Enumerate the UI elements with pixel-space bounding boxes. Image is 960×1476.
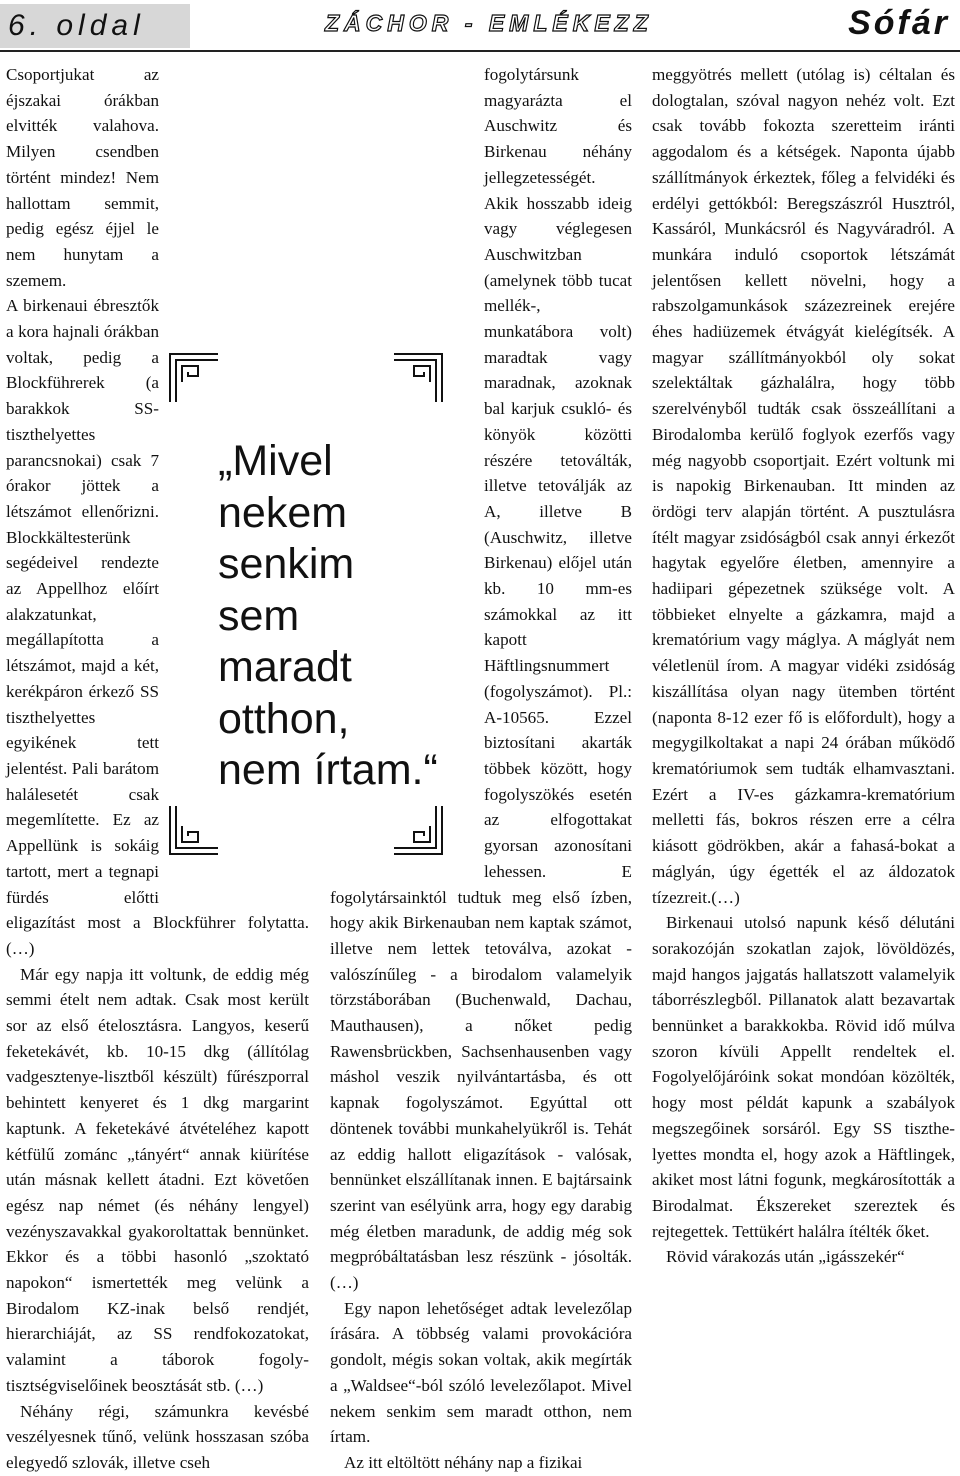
article-column-3 <box>652 62 955 1270</box>
corner-ornament-bottom-left <box>168 804 220 856</box>
article-paragraph: Egy napon lehetőséget adtak levelezőlap írására. A többség valami provokációra gondolt, mégis sokan voltak, akik megírták a „Waldsee“-ból szóló levelezőlapot. Mivel nekem senkim sem maradt otthon, nem írtam. <box>330 1298 632 1447</box>
article-paragraph: fogolytársunk magyarázta el Auschwitz és Birkenau néhány jellegzetességét. Akik hosszabb ideig vagy véglegesen Auschwitzban (amelynek több tucat mellék-, munkatábora volt) maradtak vagy maradnak, azoknak bal karjuk csukló- és könyök közötti részére tetoválták, illetve tetoválják az A, illetve B (Auschwitz, illetve Birkenau) előjel után kb. 10 mm-es számokkal az itt kapott Häftlingsnummert (fogolyszámot). Pl.: A-10565. Ezzel biztosítani akarták többek között, hogy fogolyszökés esetén az elfogottakat gyorsan azonosítani lehessen. E fogolytársainktól tudtuk meg első ízben, hogy akik Birkenauban nem kaptak számot, illetve nem lettek tetoválva, azokat - valószínűleg - a birodalom valamelyik törzstáborában (Buchenwald, Dachau, Mauthausen), a nőket pedig Rawensbrückben, Sachsenhausenben vagy máshol veszik nyilvántartásba, és ott kapnak fogolyszámot. Egyúttal ott döntenek további munkahelyükről is. Tehát az eddig hallott eligazítások - valósak, bennünket elszállítanak innen. E bajtársaink szerint van esélyünk arra, hogy egy darabig még életben maradunk, de addig még sok megpróbáltatásban lesz részünk - jósolták. (…) <box>330 65 632 1293</box>
corner-ornament-top-left <box>168 352 220 404</box>
article-paragraph: A birkenaui ébresztők a kora hajnali órákban voltak, pedig a Blockführerek (a barakkok SS-tiszthelyettes parancsnokai) csak 7 órakor jöttek a létszámot ellenőrizni. Blockkältesterünk segédeivel rendezte az Appellhoz előírt alakzatunkat, megállapította a létszámot, majd a két, kerékpáron érkező SS tiszthelyettes egyikének tett jelentést. Pali barátom halálesetét csak megemlítette. Ez az Appellünk is sokáig tartott, mert a tegnapi fürdés előtti eligazítást most a Blockführer folytatta. (…) <box>6 296 309 958</box>
corner-ornament-top-right <box>392 352 444 404</box>
article-paragraph: Már egy napja itt voltunk, de eddig még semmi ételt nem adtak. Csak most került sor az első ételosztásra. Langyos, keserű feketekávét, kb. 10-15 dkg (állítólag vadgesztenye-lisztből készült) fűrészporral behintett kenyeret és 1 dkg margarint kaptunk. A feketekávé átvételéhez kapott kétfülű zománc „tányért“ annak kiürítése után másnak kellett átadni. Ezt követően egész nap német (és néhány lengyel) vezényszavakkal gyakoroltattak bennünket. Ekkor és a többi hasonló „szoktató napokon“ ismertették meg velünk a Birodalom KZ-inak belső rendjét, hierarchiáját, az SS rendfokozatokat, valamint a táborok fogoly-tisztségviselőinek beosztását stb. (…) <box>6 964 309 1395</box>
masthead: Sófár <box>848 4 950 42</box>
corner-ornament-bottom-right <box>392 804 444 856</box>
article-paragraph: Néhány régi, számunkra kevésbé veszélyesnek tűnő, velünk hosszasan szóba elegyedő szlovák, illetve cseh <box>6 1401 309 1472</box>
article-paragraph: meggyötrés mellett (utólag is) céltalan és dologtalan, szóval nagyon nehéz volt. Ezt csak tovább fokozta szeretteim iránti aggodalom és a kétségek. Naponta újabb szállítmányok érkeztek, főleg a felvidéki és erdélyi gettókból: Beregszászról Husztról, Kassáról, Munkácsról és Nagyváradról. A munkára induló csoportok létszámát jelentősen kellett növelni, hogy a rabszolgamunkások százezreinek erejére éhes hadiüzemek étvágyát kielégítsék. A magyar szállítmányokból oly sokat szelektáltak gázhalálra, hogy több szerelvényből tudták csak összeállítani a Birodalomba kerülő foglyok ezerfős vagy még nagyobb csoportjait. Ezért voltunk mi is napokig Birkenauban. Itt minden az ördögi terv alapján történt. A pusztulásra ítélt magyar zsidóságból csak annyi érkezőt hagytak egyelőre életben, amennyire a hadiipari gépezetnek szüksége volt. A többieket elnyelte a gázkamra, majd a krematórium vagy máglya. A máglyát nem véletlenül írom. A magyar vidéki zsidóság kiszállítása olyan nagy ütemben történt (naponta 8-12 ezer fő is előfordult), hogy a megygilkoltakat a napi 24 órában működő krematóriumok sem tudták elhamvasztani. Ezért a IV-es gázkamra-krematórium melletti fás, bokros részen erre a célra kiásott gödrökben, akár a fahasá-bokat a máglyán, úgy égették el az áldozatok tízezreit.(…) <box>652 65 955 907</box>
pull-quote: „Mivel nekem senkim sem maradt otthon, nem írtam.“ <box>218 437 438 794</box>
article-paragraph: Az itt eltöltött néhány nap a fizikai <box>344 1452 583 1472</box>
article-paragraph: Csoportjukat az éjszakai órákban elvitték valahova. Milyen csendben történt mindez! Nem hallottam semmit, pedig egész éjjel le nem hunytam a szemem. <box>6 65 159 290</box>
page-number: 6. oldal <box>0 4 190 48</box>
article-paragraph: Birkenaui utolsó napunk késő délutáni sorakozóján szokatlan zajok, lövöldözés, majd hangos jajgatás hallatszott valamelyik táborrészlegből. Pillanatok alatt bezavartak bennünket a barakkokba. Rövid idő múlva szoron kívüli Appellt rendeltek el. Fogolyelőjáróink sokat mondóan közölték, hogy most példát kapunk a szabályok megszegőinek sorsáról. Egy SS tiszthe-lyettes mondta el, hogy azok a Häftlingek, akiket most látni fogunk, megkárosították a Birodalmat. Ékszereket szereztek és rejtegettek. Tettükért halálra ítélték őket. <box>652 913 955 1241</box>
article-paragraph: Rövid várakozás után „igásszekér“ <box>666 1247 905 1267</box>
series-title: ZÁCHOR - EMLÉKEZZ <box>325 10 653 36</box>
page-header <box>0 0 960 52</box>
